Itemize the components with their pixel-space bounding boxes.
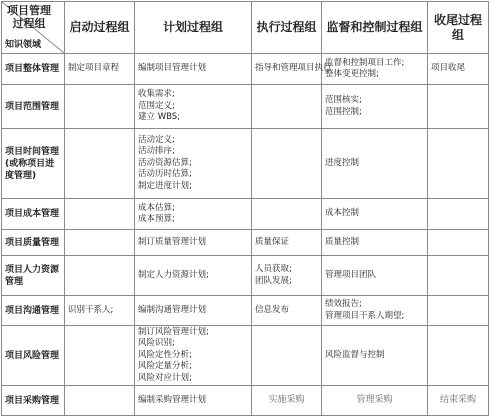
cell-executing bbox=[252, 199, 322, 230]
cell-executing bbox=[252, 85, 322, 129]
cell-initiating bbox=[65, 199, 135, 230]
cell-closing bbox=[428, 326, 489, 386]
group-initiating: 启动过程组 bbox=[65, 2, 135, 54]
cell-text: 识别干系人; bbox=[68, 304, 114, 315]
cell-closing bbox=[428, 230, 489, 256]
cell-initiating bbox=[65, 296, 135, 326]
knowledge-area-label: 项目风险管理 bbox=[2, 326, 65, 386]
cell-text: 活动资源估算; bbox=[138, 157, 192, 168]
knowledge-area-label: 项目整体管理 bbox=[2, 54, 65, 85]
group-executing: 执行过程组 bbox=[252, 2, 322, 54]
cell-text: 风险定量分析; bbox=[138, 361, 192, 372]
cell-executing bbox=[252, 296, 322, 326]
table-row bbox=[2, 54, 489, 85]
cell-closing bbox=[428, 129, 489, 199]
cell-text: 制订质量管理计划 bbox=[138, 236, 207, 247]
header-row bbox=[2, 2, 489, 54]
cell-monitoring-controlling bbox=[322, 129, 428, 199]
cell-text: 团队发展; bbox=[255, 275, 292, 286]
group-closing: 收尾过程组 bbox=[428, 2, 489, 54]
group-planning: 计划过程组 bbox=[135, 2, 252, 54]
cell-text: 管理项目干系人期望; bbox=[325, 310, 405, 321]
cell-text: 风险定性分析; bbox=[138, 349, 192, 360]
cell-text: 风险识别; bbox=[138, 338, 175, 349]
table-row bbox=[2, 230, 489, 256]
cell-monitoring-controlling bbox=[322, 326, 428, 386]
cell-executing bbox=[252, 54, 332, 85]
table-row bbox=[2, 386, 489, 416]
cell-initiating bbox=[65, 326, 135, 386]
cell-executing bbox=[252, 326, 322, 386]
cell-monitoring-controlling bbox=[322, 230, 428, 256]
cell-text: 成本控制 bbox=[325, 208, 360, 219]
cell-text: 结束采购 bbox=[439, 394, 476, 405]
knowledge-area-label: 项目采购管理 bbox=[2, 386, 65, 416]
cell-text: 风险监督与控制 bbox=[325, 349, 385, 360]
cell-planning bbox=[135, 256, 252, 296]
cell-text: 进度控制 bbox=[325, 157, 360, 168]
cell-monitoring-controlling bbox=[322, 386, 428, 416]
cell-monitoring-controlling bbox=[322, 85, 428, 129]
cell-initiating bbox=[65, 256, 135, 296]
cell-text: 质量控制 bbox=[325, 236, 360, 247]
cell-text: 成本预算; bbox=[138, 214, 175, 224]
knowledge-area-label: 项目范围管理 bbox=[2, 85, 65, 129]
corner-label-process-groups: 项目管理过程组 bbox=[7, 4, 51, 30]
cell-text: 项目收尾 bbox=[431, 63, 466, 74]
table-row bbox=[2, 256, 489, 296]
table-row bbox=[2, 296, 489, 326]
cell-initiating bbox=[65, 54, 135, 85]
cell-text: 绩效报告; bbox=[325, 299, 362, 309]
cell-text: 制定人力资源计划; bbox=[138, 269, 209, 280]
cell-text: 编制沟通管理计划 bbox=[138, 304, 207, 315]
cell-closing bbox=[428, 296, 489, 326]
cell-closing bbox=[428, 256, 489, 296]
corner-header bbox=[2, 2, 65, 54]
cell-executing bbox=[252, 256, 322, 296]
cell-text: 建立 WBS; bbox=[138, 112, 181, 123]
cell-text: 质量保证 bbox=[255, 236, 290, 247]
cell-monitoring-controlling bbox=[322, 256, 428, 296]
cell-text: 范围控制; bbox=[325, 106, 362, 117]
knowledge-area-label: 项目质量管理 bbox=[2, 230, 65, 256]
cell-text: 编制项目管理计划 bbox=[138, 63, 207, 74]
table-row bbox=[2, 129, 489, 199]
table-row bbox=[2, 199, 489, 230]
cell-text: 范围核实; bbox=[325, 95, 362, 105]
cell-executing bbox=[252, 386, 322, 416]
corner-label-knowledge-areas: 知识领域 bbox=[5, 40, 42, 50]
cell-executing bbox=[252, 129, 322, 199]
cell-text: 成本估算; bbox=[138, 202, 175, 213]
cell-planning bbox=[135, 386, 252, 416]
cell-text: 范围定义; bbox=[138, 100, 175, 111]
cell-planning bbox=[135, 129, 252, 199]
cell-text: 实施采购 bbox=[268, 394, 305, 405]
cell-closing bbox=[428, 54, 489, 85]
cell-text: 活动历时估算; bbox=[138, 169, 192, 180]
cell-closing bbox=[428, 199, 489, 230]
table-body bbox=[2, 54, 489, 416]
cell-closing bbox=[428, 85, 489, 129]
cell-text: 活动排序; bbox=[138, 146, 175, 157]
knowledge-area-label: 项目沟通管理 bbox=[2, 296, 65, 326]
cell-initiating bbox=[65, 230, 135, 256]
cell-text: 活动定义; bbox=[138, 134, 175, 145]
cell-text: 制订风险管理计划; bbox=[138, 326, 209, 337]
cell-planning bbox=[135, 326, 252, 386]
cell-text: 管理采购 bbox=[356, 394, 393, 405]
table-row bbox=[2, 326, 489, 386]
table-row bbox=[2, 85, 489, 129]
group-monitoring-controlling: 监督和控制过程组 bbox=[322, 2, 428, 54]
cell-text: 管理项目团队 bbox=[325, 269, 377, 280]
cell-text: 编制采购管理计划 bbox=[138, 394, 207, 405]
cell-monitoring-controlling bbox=[322, 54, 428, 85]
cell-text: 监督和控制项目工作; bbox=[325, 57, 405, 68]
cell-text: 人员获取; bbox=[255, 264, 292, 274]
cell-initiating bbox=[65, 129, 135, 199]
cell-text: 制定项目章程 bbox=[68, 63, 120, 74]
knowledge-area-label: 项目时间管理(或称项目进度管理) bbox=[2, 129, 65, 199]
knowledge-area-label: 项目人力资源管理 bbox=[2, 256, 65, 296]
cell-text: 整体变更控制; bbox=[325, 69, 379, 79]
cell-closing bbox=[428, 386, 489, 416]
cell-planning bbox=[135, 296, 252, 326]
cell-planning bbox=[135, 85, 252, 129]
process-knowledge-table bbox=[1, 1, 489, 416]
cell-planning bbox=[135, 54, 252, 85]
cell-monitoring-controlling bbox=[322, 296, 428, 326]
cell-planning bbox=[135, 230, 252, 256]
cell-text: 风险对应计划; bbox=[138, 372, 192, 383]
cell-initiating bbox=[65, 85, 135, 129]
knowledge-area-label: 项目成本管理 bbox=[2, 199, 65, 230]
cell-executing bbox=[252, 230, 322, 256]
cell-initiating bbox=[65, 386, 135, 416]
cell-monitoring-controlling bbox=[322, 199, 428, 230]
cell-text: 指导和管理项目执行 bbox=[255, 63, 332, 74]
cell-text: 制定进度计划; bbox=[138, 180, 192, 191]
cell-text: 收集需求; bbox=[138, 89, 175, 100]
cell-text: 信息发布 bbox=[255, 304, 290, 315]
cell-planning bbox=[135, 199, 252, 230]
